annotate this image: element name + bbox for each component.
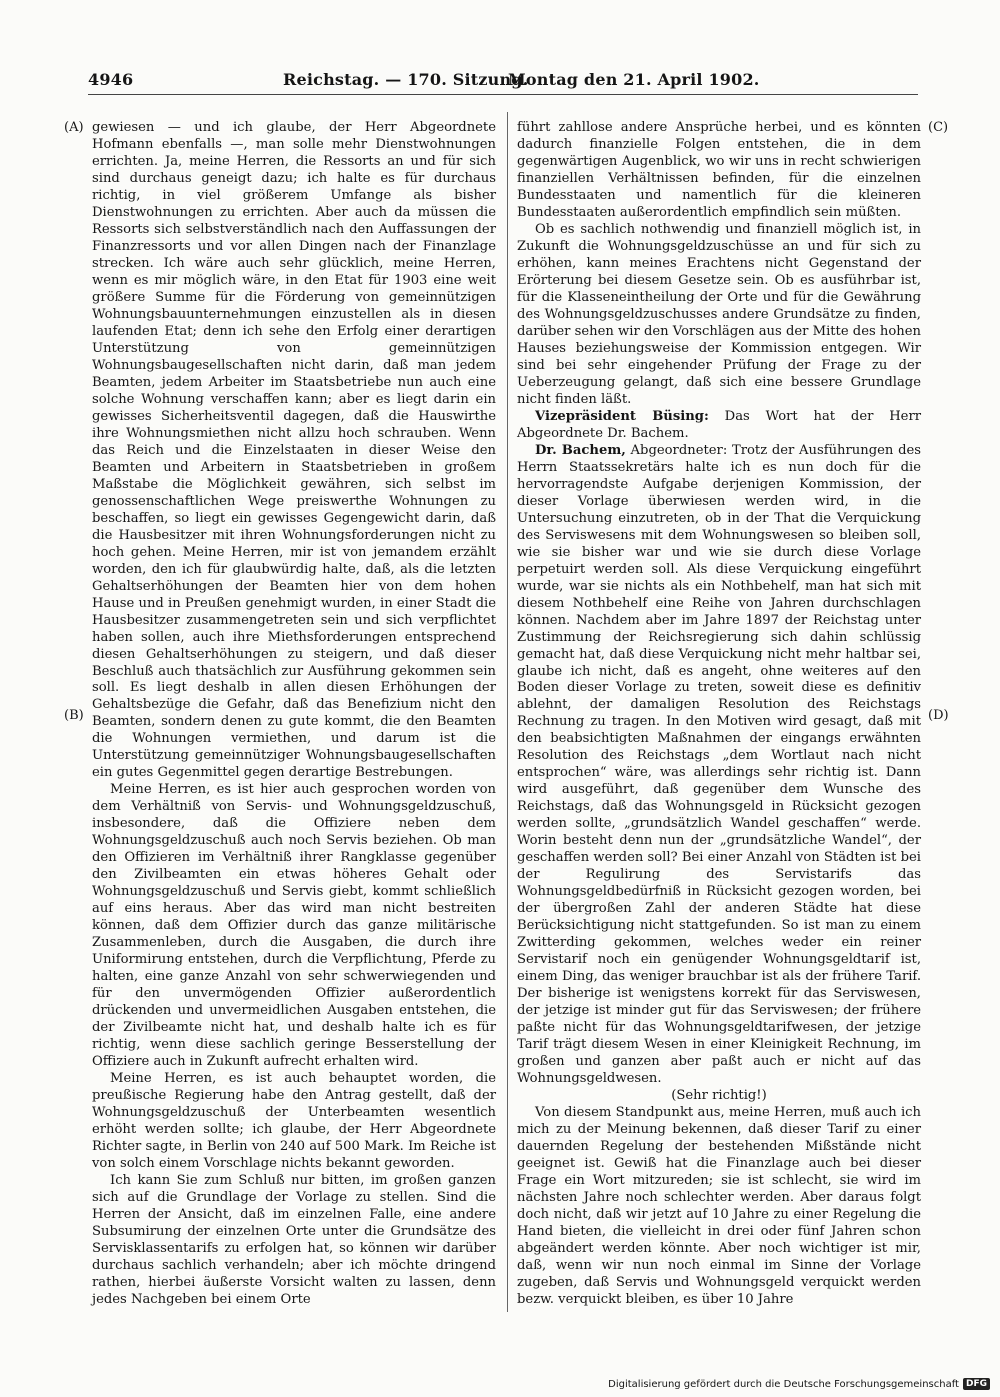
paragraph: Meine Herren, es ist auch behauptet worden, die preußische Regierung habe den Antrag gestellt, daß der Wohnungsgeldzuschuß der Unterbeamten wesentlich erhöht werden sollte; ich glaube, der Herr Abgeordnete Richter sagte, in Berlin von 240 auf 500 Mark. Im Reiche ist von solch einem Vorschlage nichts bekannt geworden. [92,1071,496,1172]
paragraph: gewiesen — und ich glaube, der Herr Abgeordnete Hofmann ebenfalls —, man solle mehr Dienstwohnungen errichten. Ja, meine Herren, die Ressorts an und für sich sind durchaus geneigt dazu; ich halte es für durchaus richtig, in viel größerem Umfange als bisher Dienstwohnungen zu errichten. Aber auch da müssen die Ressorts sich selbstverständlich nach den Auffassungen der Finanzressorts und vor allen Dingen nach der Finanzlage strecken. Ich wäre auch sehr glücklich, meine Herren, wenn es mir möglich wäre, in den Etat für 1903 eine weit größere Summe für die Förderung von gemeinnützigen Wohnungsbauunternehmungen einzustellen als in diesen laufenden Etat; denn ich sehe den Erfolg einer derartigen Unterstützung von gemeinnützigen Wohnungsbaugesellschaften nicht darin, daß man jedem Beamten, jedem Arbeiter im Staatsbetriebe nun auch eine solche Wohnung verschaffen kann; aber es liegt darin ein gewisses Sicherheitsventil dagegen, daß die Hauswirthe ihre Wohnungsmiethen nicht allzu hoch schrauben. Wenn das Reich und die Einzelstaaten in dieser Weise den Beamten und Arbeitern in Staatsbetrieben in großem Maßstabe die Möglichkeit gewähren, sich selbst im genossenschaftlichen Wege preiswerthe Wohnungen zu beschaffen, so liegt ein gewisses Gegengewicht darin, daß die Hausbesitzer mit ihren Wohnungsforderungen nicht zu hoch gehen. Meine Herren, mir ist von jemandem erzählt worden, den ich für glaubwürdig halte, daß, als die letzten Gehaltserhöhungen der Beamten hier von dem hohen Hause und in Preußen genehmigt wurden, in einer Stadt die Hausbesitzer zusammengetreten sein und sich verpflichtet haben sollen, auch ihre Miethsforderungen entsprechend diesen Gehaltserhöhungen zu steigern, und daß dieser Beschluß auch thatsächlich zur Ausführung gekommen sein soll. Es liegt deshalb in allen diesen Erhöhungen der Gehaltsbezüge die Gefahr, daß das Benefizium nicht den Beamten, sondern denen zu gute kommt, die den Beamten die Wohnungen vermiethen, und darum ist die Unterstützung gemeinnütziger Wohnungsbaugesellschaften ein gutes Gegenmittel gegen derartige Bestrebungen. [92,120,496,781]
column-divider [507,112,508,1312]
paragraph: Ob es sachlich nothwendig und finanziell möglich ist, in Zukunft die Wohnungsgeldzuschüsse an und für sich zu erhöhen, kann meines Erachtens nicht Gegenstand der Erörterung bei diesem Gesetze sein. Ob es ausführbar ist, für die Klasseneintheilung der Orte und für die Gewährung des Wohnungsgeldzuschusses andere Grundsätze zu finden, darüber sehen wir den Vorschlägen aus der Mitte des hohen Hauses beziehungsweise der Kommission entgegen. Wir sind bei sehr eingehender Prüfung der Frage zu der Ueberzeugung gelangt, daß sich eine bessere Grundlage nicht finden läßt. [517,221,921,407]
funding-footer [608,1378,990,1390]
session-title: Reichstag. — 170. Sitzung. [283,70,529,89]
session-date: Montag den 21. April 1902. [508,70,760,89]
speaker-name: Dr. Bachem, [535,442,626,458]
speech-text: Abgeordneter: Trotz der Ausführungen des Herrn Staatssekretärs halte ich es nun doch für die hervorragendste Aufgabe derjenigen Kommission, der dieser Vorlage überwiesen werden wird, in die Untersuchung einzutreten, ob in der That die Verquickung des Serviswesens mit dem Wohnungswesen so bleiben soll, wie sie bisher war und wie sie durch diese Vorlage perpetuirt werden soll. Als diese Verquickung eingeführt wurde, war sie nichts als ein Nothbehelf, man hat sich mit diesem Nothbehelf eine Reihe von Jahren durchschlagen können. Nachdem aber im Jahre 1897 der Reichstag unter Zustimmung der Reichsregierung sich dahin schlüssig gemacht hat, daß diese Verquickung nicht mehr haltbar sei, glaube ich nicht, daß es angeht, ohne weiteres auf den Boden dieser Vorlage zu treten, soweit diese es definitiv ablehnt, der damaligen Resolution des Reichstags Rechnung zu tragen. In den Motiven wird gesagt, daß mit den beabsichtigten Maßnahmen der eingangs erwähnten Resolution des Reichstags „dem Wortlaut nach nicht entsprochen“ wäre, was allerdings sehr richtig ist. Dann wird ausgeführt, daß gegenüber dem Wunsche des Reichstags, daß das Wohnungsgeld in Rücksicht gezogen werden sollte, „grundsätzlich Wandel geschaffen“ werde. Worin besteht denn nun der „grundsätzliche Wandel“, der geschaffen werden soll? Bei einer Anzahl von Städten ist bei der Regulirung des Servistarifs das Wohnungsgeldbedürfniß in Rücksicht gezogen worden, bei der übergroßen Zahl der anderen Städte hat diese Berücksichtigung nicht stattgefunden. So ist man zu einem Zwitterding gekommen, welches weder ein reiner Servistarif noch ein genügender Wohnungsgeldtarif ist, einem Ding, das weniger brauchbar ist als der frühere Tarif. Der bisherige ist wenigstens korrekt für das Serviswesen, der jetzige ist minder gut für das Serviswesen; der frühere paßte nicht für das Wohnungsgeldtarifwesen, der jetzige Tarif trägt diesem Wesen in einer Kleinigkeit Rechnung, im großen und ganzen aber paßt auch er nicht auf das Wohnungsgeldwesen. [517,442,922,1087]
paragraph: führt zahllose andere Ansprüche herbei, und es könnten dadurch finanzielle Folgen entstehen, die in dem gegenwärtigen Augenblick, wo wir uns in recht schwierigen finanziellen Verhältnissen befinden, für die einzelnen Bundesstaaten und namentlich für die kleineren Bundesstaaten außerordentlich empfindlich sein müßten. [517,120,921,220]
margin-marker-a: (A) [64,120,84,135]
right-column [517,120,921,1309]
page-number: 4946 [88,70,134,89]
paragraph: Ich kann Sie zum Schluß nur bitten, im großen ganzen sich auf die Grundlage der Vorlage zu stellen. Sind die Herren der Ansicht, daß im einzelnen Falle, eine andere Subsumirung der einzelnen Orte unter die Grundsätze des Servisklassentarifs zu erfolgen hat, so können wir darüber durchaus sachlich verhandeln; aber ich möchte dringend rathen, hierbei äußerste Vorsicht walten zu lassen, denn jedes Nachgeben bei einem Orte [92,1173,496,1307]
paragraph: Von diesem Standpunkt aus, meine Herren, muß auch ich mich zu der Meinung bekennen, daß dieser Tarif zu einer dauernden Regelung der bestehenden Mißstände nicht geeignet ist. Gewiß hat die Finanzlage auch bei dieser Frage ein Wort mitzureden; sie ist schlecht, sie wird im nächsten Jahre noch schlechter werden. Aber daraus folgt doch nicht, daß wir jetzt auf 10 Jahre zu einer Regelung die Hand bieten, die vielleicht in drei oder fünf Jahren schon abgeändert werden könnte. Aber noch wichtiger ist mir, daß, wenn wir nun noch einmal im Sinne der Vorlage zugeben, daß Servis und Wohnungsgeld verquickt werden bezw. verquickt bleiben, es über 10 Jahre [517,1105,921,1307]
speaker-name: Vizepräsident Büsing: [535,408,709,424]
page-header [88,70,918,94]
margin-marker-b: (B) [64,708,84,723]
interjection: (Sehr richtig!) [671,1088,767,1104]
speaker-paragraph [517,409,921,443]
left-column [92,120,496,1309]
margin-marker-d: (D) [928,708,949,723]
paragraph: Meine Herren, es ist hier auch gesprochen worden von dem Verhältniß von Servis- und Wohnungsgeldzuschuß, insbesondere, daß die Offiziere neben dem Wohnungsgeldzuschuß auch noch Servis beziehen. Ob man den Offizieren im Verhältniß ihrer Rangklasse gegenüber den Zivilbeamten ein etwas höheres Gehalt oder Wohnungsgeldzuschuß und Servis giebt, kommt schließlich auf eins heraus. Aber das wird man nicht bestreiten können, daß dem Offizier durch das ganze militärische Zusammenleben, durch die Ausgaben, die durch ihre Uniformirung entstehen, durch die Verpflichtung, Pferde zu halten, eine ganze Anzahl von sehr schwerwiegenden und für den unvermögenden Offizier außerordentlich drückenden und unvermeidlichen Ausgaben entstehen, die der Zivilbeamte nicht hat, und deshalb halte ich es für richtig, wenn diese sachlich geringe Besserstellung der Offiziere auch in Zukunft aufrecht erhalten wird. [92,782,496,1070]
speech-text: Das Wort hat der Herr Abgeordnete Dr. Bachem. [517,408,922,441]
margin-marker-c: (C) [928,120,949,135]
header-rule [88,94,918,95]
footer-text: Digitalisierung gefördert durch die Deutsche Forschungsgemeinschaft [608,1378,959,1390]
dfg-logo-icon: DFG [963,1378,990,1390]
speaker-paragraph [517,443,921,1088]
